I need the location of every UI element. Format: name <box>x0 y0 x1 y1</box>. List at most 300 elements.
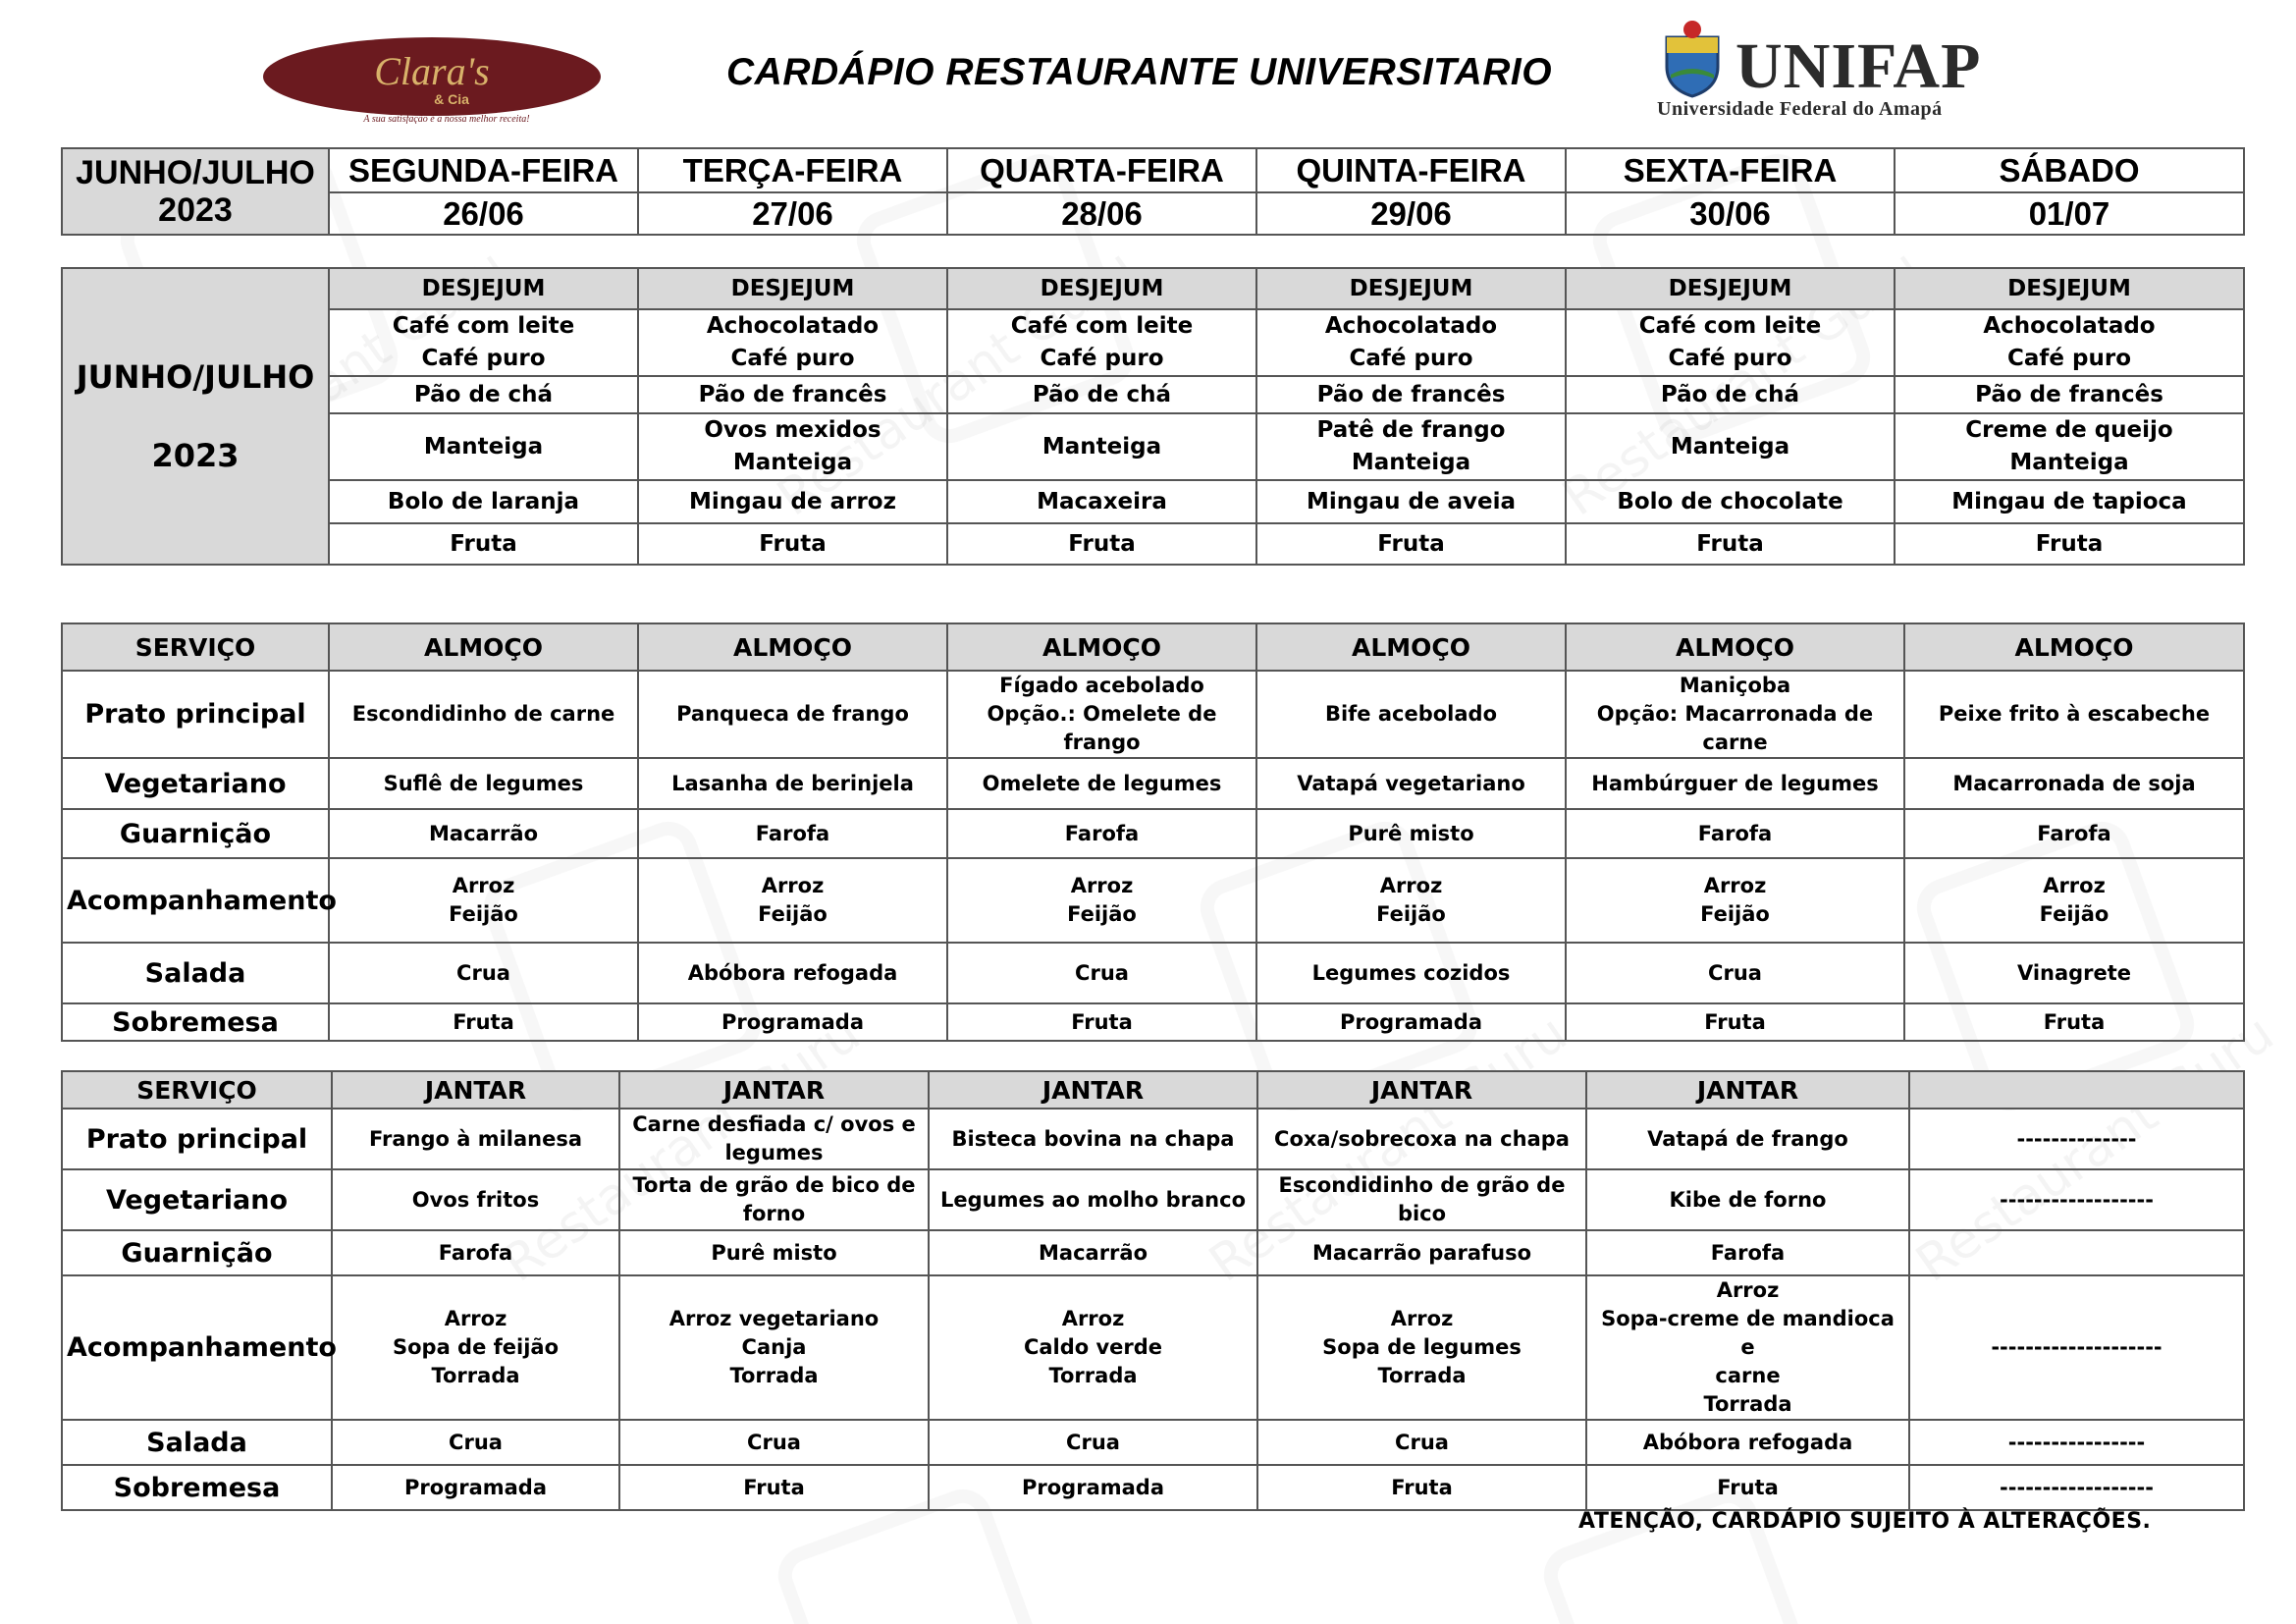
dinner-row-label: Guarnição <box>62 1230 332 1275</box>
breakfast-row <box>62 309 2244 376</box>
breakfast-item <box>638 523 947 565</box>
lunch-item-line: Macarrão <box>429 821 538 845</box>
dinner-item <box>1909 1230 2244 1275</box>
lunch-item-line: Arroz <box>1070 874 1134 897</box>
dinner-item-line: Kibe de forno <box>1669 1187 1827 1212</box>
dinner-item <box>1257 1109 1586 1169</box>
dinner-item-line: ---------------- <box>2007 1430 2146 1454</box>
breakfast-item-line: Creme de queijo <box>1965 417 2173 443</box>
lunch-item-line: Bife acebolado <box>1324 702 1498 726</box>
breakfast-item-line: Achocolatado <box>1324 313 1498 339</box>
day-date: 29/06 <box>1256 192 1566 235</box>
dinner-item <box>332 1230 619 1275</box>
dinner-item <box>332 1420 619 1465</box>
dinner-table <box>61 1070 2245 1511</box>
dinner-row-label: Acompanhamento <box>62 1275 332 1420</box>
breakfast-item-line: Patê de frango <box>1316 417 1506 443</box>
day-date: 27/06 <box>638 192 947 235</box>
lunch-item-line: Abóbora refogada <box>687 960 898 985</box>
lunch-item <box>1256 671 1566 758</box>
dinner-item-line: Torrada <box>1048 1364 1138 1387</box>
lunch-item-line: Farofa <box>1064 821 1140 845</box>
breakfast-item-line: Fruta <box>450 530 517 557</box>
breakfast-item-line: Café puro <box>1349 346 1473 371</box>
lunch-item-line: Fruta <box>453 1009 514 1034</box>
breakfast-row <box>62 523 2244 565</box>
breakfast-item <box>1256 376 1566 413</box>
lunch-item <box>947 858 1256 943</box>
breakfast-row <box>62 480 2244 523</box>
lunch-item <box>1566 858 1904 943</box>
dinner-row <box>62 1109 2244 1169</box>
dinner-item <box>929 1109 1257 1169</box>
lunch-item <box>638 809 947 858</box>
lunch-item-line: Feijão <box>1376 902 1446 926</box>
lunch-item <box>329 671 638 758</box>
dinner-item <box>619 1230 929 1275</box>
breakfast-item <box>947 480 1256 523</box>
dinner-item <box>332 1109 619 1169</box>
breakfast-item-line: Manteiga <box>732 450 853 475</box>
dinner-item-line: ------------------ <box>2000 1187 2154 1212</box>
breakfast-item-line: Café com leite <box>392 313 575 339</box>
dinner-item-line: Sopa de feijão <box>392 1335 560 1359</box>
dinner-item <box>619 1109 929 1169</box>
lunch-row-label: Vegetariano <box>62 758 329 809</box>
lunch-item <box>1566 809 1904 858</box>
breakfast-item-line: Café puro <box>730 346 855 371</box>
breakfast-item-line: Fruta <box>759 530 827 557</box>
breakfast-item <box>329 309 638 376</box>
dinner-item-line: Arroz <box>1716 1278 1780 1302</box>
dinner-item-line: -------------------- <box>1991 1335 2163 1359</box>
lunch-item <box>1256 809 1566 858</box>
dinner-item <box>929 1465 1257 1510</box>
dinner-row-label: Prato principal <box>62 1109 332 1169</box>
lunch-item <box>947 1003 1256 1041</box>
breakfast-header: DESJEJUM <box>947 268 1256 309</box>
spacer <box>67 398 324 435</box>
lunch-row-label: Prato principal <box>62 671 329 758</box>
lunch-item <box>638 671 947 758</box>
lunch-item <box>1256 1003 1566 1041</box>
period-year: 2023 <box>158 191 233 229</box>
lunch-item-line: Arroz <box>761 874 825 897</box>
dinner-item <box>619 1420 929 1465</box>
dinner-item-line: Arroz <box>1390 1307 1454 1330</box>
breakfast-header: DESJEJUM <box>329 268 638 309</box>
breakfast-item <box>1566 376 1895 413</box>
dinner-item <box>619 1169 929 1230</box>
lunch-item-line: Farofa <box>2037 821 2111 845</box>
dinner-item <box>1257 1465 1586 1510</box>
lunch-item-line: Maniçoba <box>1679 674 1791 697</box>
lunch-row <box>62 858 2244 943</box>
lunch-item-line: Suflê de legumes <box>383 771 584 795</box>
dinner-item-line: Legumes ao molho branco <box>939 1187 1247 1212</box>
dinner-row <box>62 1275 2244 1420</box>
lunch-row <box>62 809 2244 858</box>
lunch-item-line: Escondidinho de carne <box>351 702 615 726</box>
lunch-item <box>1566 671 1904 758</box>
day-name: QUARTA-FEIRA <box>947 148 1256 192</box>
lunch-item <box>1904 858 2244 943</box>
lunch-service-header: SERVIÇO <box>62 623 329 671</box>
dinner-item <box>1909 1275 2244 1420</box>
lunch-item <box>1256 758 1566 809</box>
dinner-header: JANTAR <box>929 1071 1257 1109</box>
lunch-item-line: Legumes cozidos <box>1311 960 1511 985</box>
dinner-item <box>929 1420 1257 1465</box>
breakfast-item-line: Pão de chá <box>413 381 554 407</box>
lunch-item-line: Lasanha de berinjela <box>671 771 914 795</box>
dinner-service-header: SERVIÇO <box>62 1071 332 1109</box>
dinner-item <box>1586 1275 1909 1420</box>
lunch-item <box>638 758 947 809</box>
breakfast-item <box>1256 309 1566 376</box>
lunch-row-label: Acompanhamento <box>62 858 329 943</box>
lunch-item-line: Panqueca de frango <box>676 702 909 726</box>
dinner-item-line: Arroz vegetariano <box>668 1307 880 1330</box>
lunch-item <box>329 758 638 809</box>
breakfast-item-line: Fruta <box>1696 530 1764 557</box>
dinner-item <box>929 1230 1257 1275</box>
breakfast-item <box>947 309 1256 376</box>
dinner-item <box>1586 1420 1909 1465</box>
breakfast-item <box>638 309 947 376</box>
breakfast-item-line: Manteiga <box>1041 433 1162 460</box>
dinner-item-line: Canja <box>741 1335 807 1359</box>
lunch-header: ALMOÇO <box>638 623 947 671</box>
dinner-item-line <box>1914 1239 2239 1268</box>
breakfast-table <box>61 267 2245 566</box>
day-date: 28/06 <box>947 192 1256 235</box>
period-month: JUNHO/JULHO <box>76 154 315 191</box>
lunch-item <box>638 858 947 943</box>
day-date: 01/07 <box>1895 192 2244 235</box>
breakfast-item <box>1566 480 1895 523</box>
claras-logo <box>260 35 604 124</box>
unifap-logo-subtitle: Universidade Federal do Amapá <box>1657 98 1943 120</box>
dinner-item-line: Frango à milanesa <box>368 1126 583 1151</box>
lunch-item-line: Crua <box>456 960 510 985</box>
day-date: 26/06 <box>329 192 638 235</box>
lunch-item <box>1904 758 2244 809</box>
day-name: TERÇA-FEIRA <box>638 148 947 192</box>
day-date: 30/06 <box>1566 192 1895 235</box>
breakfast-item-line: Ovos mexidos <box>704 417 881 443</box>
lunch-item-line: Purê misto <box>1348 821 1474 845</box>
dinner-item <box>1909 1169 2244 1230</box>
dinner-item <box>619 1275 929 1420</box>
dinner-item <box>1909 1420 2244 1465</box>
lunch-item <box>329 858 638 943</box>
lunch-item-line: Vatapá vegetariano <box>1297 771 1525 795</box>
dinner-item-line: Torta de grão de bico de <box>632 1173 916 1197</box>
lunch-item-line: Macarronada de soja <box>1952 771 2196 795</box>
breakfast-item-line: Café puro <box>1668 346 1792 371</box>
lunch-item-line: Programada <box>721 1009 864 1034</box>
breakfast-item <box>1895 523 2244 565</box>
dinner-item-line: Caldo verde <box>1023 1335 1163 1359</box>
breakfast-item <box>1895 413 2244 480</box>
breakfast-item <box>329 376 638 413</box>
breakfast-item <box>1256 413 1566 480</box>
lunch-item-line: Fruta <box>2043 1009 2106 1034</box>
breakfast-item-line: Pão de francês <box>698 381 887 407</box>
lunch-item <box>1566 1003 1904 1041</box>
lunch-item-line: Omelete de legumes <box>982 771 1222 795</box>
breakfast-item-line: Pão de francês <box>1316 381 1506 407</box>
dinner-item-line: ------------------ <box>2000 1475 2154 1499</box>
lunch-item-line: Opção: Macarronada de carne <box>1596 702 1874 754</box>
lunch-row <box>62 943 2244 1003</box>
lunch-item-line: Fruta <box>1071 1009 1133 1034</box>
lunch-row <box>62 671 2244 758</box>
dinner-item-line: Arroz <box>1061 1307 1125 1330</box>
dinner-item-line: Fruta <box>1391 1475 1453 1499</box>
lunch-item <box>329 943 638 1003</box>
dinner-item-line: Ovos fritos <box>411 1187 540 1212</box>
lunch-header: ALMOÇO <box>1904 623 2244 671</box>
dinner-header: JANTAR <box>619 1071 929 1109</box>
dinner-row-label: Vegetariano <box>62 1169 332 1230</box>
day-name: QUINTA-FEIRA <box>1256 148 1566 192</box>
breakfast-item-line: Mingau de aveia <box>1306 488 1517 514</box>
unifap-logo <box>1657 20 2030 128</box>
lunch-item <box>947 943 1256 1003</box>
breakfast-item <box>638 480 947 523</box>
day-name: SEXTA-FEIRA <box>1566 148 1895 192</box>
breakfast-item-line: Manteiga <box>1351 450 1471 475</box>
dinner-item-line: Purê misto <box>711 1240 837 1265</box>
lunch-row-label: Salada <box>62 943 329 1003</box>
dinner-row <box>62 1169 2244 1230</box>
dinner-item-line: Torrada <box>1377 1364 1467 1387</box>
dinner-item <box>1909 1465 2244 1510</box>
dinner-item <box>1257 1420 1586 1465</box>
dinner-item <box>1257 1275 1586 1420</box>
lunch-header: ALMOÇO <box>329 623 638 671</box>
dinner-item-line: Crua <box>449 1430 503 1454</box>
lunch-item <box>1566 758 1904 809</box>
lunch-item-line: Fígado acebolado <box>999 674 1204 697</box>
dinner-item <box>332 1169 619 1230</box>
breakfast-item <box>638 376 947 413</box>
dinner-item <box>1586 1230 1909 1275</box>
breakfast-row <box>62 413 2244 480</box>
unifap-crest-icon <box>1657 20 1728 98</box>
breakfast-item <box>329 480 638 523</box>
dinner-item-line: Torrada <box>729 1364 819 1387</box>
dinner-row <box>62 1230 2244 1275</box>
breakfast-item <box>329 523 638 565</box>
lunch-item <box>947 671 1256 758</box>
dinner-item-line: Coxa/sobrecoxa na chapa <box>1274 1126 1570 1151</box>
claras-logo-sub: & Cia <box>434 91 469 107</box>
breakfast-item-line: Café com leite <box>1010 313 1194 339</box>
lunch-row-label: Sobremesa <box>62 1003 329 1041</box>
breakfast-item-line: Bolo de laranja <box>387 488 580 514</box>
dinner-row <box>62 1420 2244 1465</box>
lunch-item <box>1256 943 1566 1003</box>
breakfast-item <box>1256 523 1566 565</box>
lunch-item-line: Arroz <box>1379 874 1443 897</box>
breakfast-item-line: Fruta <box>1068 530 1136 557</box>
lunch-item <box>638 943 947 1003</box>
lunch-row <box>62 758 2244 809</box>
breakfast-item <box>1566 523 1895 565</box>
dinner-item <box>1257 1169 1586 1230</box>
lunch-item-line: Feijão <box>449 902 518 926</box>
breakfast-item-line: Manteiga <box>423 433 544 460</box>
breakfast-item-line: Café puro <box>2007 346 2131 371</box>
dinner-item-line: Farofa <box>1710 1240 1786 1265</box>
dinner-item-line: Crua <box>1395 1430 1449 1454</box>
lunch-item-line: Feijão <box>2039 902 2109 926</box>
dinner-item-line: Escondidinho de grão de bico <box>1278 1173 1566 1225</box>
breakfast-item <box>1895 309 2244 376</box>
lunch-item <box>329 809 638 858</box>
dinner-item-line: Farofa <box>438 1240 513 1265</box>
day-name: SEGUNDA-FEIRA <box>329 148 638 192</box>
lunch-item-line: Arroz <box>452 874 515 897</box>
breakfast-row <box>62 376 2244 413</box>
breakfast-period-year: 2023 <box>151 437 240 474</box>
breakfast-item-line: Pão de chá <box>1032 381 1172 407</box>
dinner-item-line: -------------- <box>2016 1126 2137 1151</box>
breakfast-item <box>1566 309 1895 376</box>
lunch-item-line: Vinagrete <box>2016 960 2132 985</box>
dinner-item-line: Sopa-creme de mandioca e <box>1601 1307 1895 1359</box>
lunch-item-line: Fruta <box>1704 1009 1766 1034</box>
lunch-item-line: Feijão <box>758 902 828 926</box>
breakfast-item <box>638 413 947 480</box>
dinner-item-line: Torrada <box>431 1364 520 1387</box>
lunch-item <box>1256 858 1566 943</box>
lunch-header: ALMOÇO <box>1566 623 1904 671</box>
dinner-item <box>1257 1230 1586 1275</box>
breakfast-item-line: Achocolatado <box>706 313 880 339</box>
lunch-table <box>61 623 2245 1042</box>
breakfast-item-line: Macaxeira <box>1037 488 1167 514</box>
lunch-item-line: Peixe frito à escabeche <box>1938 702 2211 726</box>
dinner-item <box>929 1275 1257 1420</box>
lunch-row <box>62 1003 2244 1041</box>
breakfast-item-line: Pão de francês <box>1975 381 2163 407</box>
lunch-item-line: Feijão <box>1700 902 1770 926</box>
lunch-header: ALMOÇO <box>947 623 1256 671</box>
period-cell <box>62 148 329 235</box>
dinner-row <box>62 1465 2244 1510</box>
breakfast-item-line: Fruta <box>1377 530 1445 557</box>
breakfast-item-line: Bolo de chocolate <box>1617 488 1843 514</box>
lunch-item <box>1904 943 2244 1003</box>
dinner-item-line: Bisteca bovina na chapa <box>951 1126 1235 1151</box>
breakfast-item-line: Achocolatado <box>1983 313 2156 339</box>
lunch-item-line: Hambúrguer de legumes <box>1591 771 1879 795</box>
lunch-item-line: Farofa <box>755 821 830 845</box>
breakfast-item-line: Mingau de tapioca <box>1951 488 2187 514</box>
breakfast-period-month: JUNHO/JULHO <box>76 358 315 396</box>
dinner-header: JANTAR <box>332 1071 619 1109</box>
dinner-item-line: Arroz <box>444 1307 507 1330</box>
lunch-item-line: Programada <box>1340 1009 1482 1034</box>
lunch-item-line: Farofa <box>1697 821 1773 845</box>
dinner-item-line: Vatapá de frango <box>1647 1126 1848 1151</box>
dinner-item <box>332 1465 619 1510</box>
lunch-item-line: Crua <box>1075 960 1129 985</box>
dinner-item <box>332 1275 619 1420</box>
breakfast-header: DESJEJUM <box>1256 268 1566 309</box>
dinner-item-line: Programada <box>404 1475 547 1499</box>
claras-logo-tagline: A sua satisfação é a nossa melhor receita! <box>363 114 530 124</box>
breakfast-item-line: Fruta <box>2035 530 2104 557</box>
breakfast-item <box>947 523 1256 565</box>
menu-change-notice: ATENÇÃO, CARDÁPIO SUJEITO À ALTERAÇÕES. <box>1578 1509 2152 1534</box>
lunch-item <box>638 1003 947 1041</box>
claras-logo-name: Clara's <box>374 49 490 93</box>
dinner-item-line: Torrada <box>1703 1392 1792 1416</box>
breakfast-header: DESJEJUM <box>1895 268 2244 309</box>
lunch-item-line: Arroz <box>1703 874 1767 897</box>
dinner-item-line: Crua <box>747 1430 801 1454</box>
breakfast-period-cell <box>62 268 329 565</box>
dinner-item <box>1586 1169 1909 1230</box>
breakfast-item-line: Pão de chá <box>1660 381 1800 407</box>
lunch-row-label: Guarnição <box>62 809 329 858</box>
dinner-item-line: legumes <box>724 1141 824 1164</box>
breakfast-item <box>1256 480 1566 523</box>
breakfast-item <box>1895 376 2244 413</box>
dinner-item-line: forno <box>742 1202 806 1225</box>
breakfast-item <box>1895 480 2244 523</box>
lunch-item <box>1904 671 2244 758</box>
dinner-item-line: Crua <box>1066 1430 1120 1454</box>
breakfast-item-line: Café com leite <box>1638 313 1822 339</box>
breakfast-item-line: Manteiga <box>2009 450 2129 475</box>
lunch-header: ALMOÇO <box>1256 623 1566 671</box>
lunch-item-line: Arroz <box>2043 874 2106 897</box>
breakfast-item <box>329 413 638 480</box>
dinner-item-line: Fruta <box>1717 1475 1779 1499</box>
lunch-item <box>947 758 1256 809</box>
breakfast-item <box>947 413 1256 480</box>
breakfast-item-line: Manteiga <box>1670 433 1790 460</box>
dinner-item <box>1586 1465 1909 1510</box>
lunch-item-line: Feijão <box>1067 902 1137 926</box>
lunch-item-line: Crua <box>1708 960 1762 985</box>
days-table <box>61 147 2245 236</box>
dinner-item <box>1909 1109 2244 1169</box>
dinner-row-label: Salada <box>62 1420 332 1465</box>
dinner-item-line: Macarrão parafuso <box>1311 1240 1532 1265</box>
dinner-header: JANTAR <box>1586 1071 1909 1109</box>
dinner-item-line: Abóbora refogada <box>1642 1430 1853 1454</box>
dinner-item-line: Fruta <box>743 1475 805 1499</box>
dinner-item <box>1586 1109 1909 1169</box>
dinner-item-line: Sopa de legumes <box>1322 1335 1522 1359</box>
dinner-item-line: Carne desfiada c/ ovos e <box>632 1112 916 1136</box>
page-title: CARDÁPIO RESTAURANTE UNIVERSITARIO <box>726 51 1553 93</box>
lunch-item-line: Opção.: Omelete de frango <box>987 702 1217 754</box>
breakfast-header: DESJEJUM <box>638 268 947 309</box>
dinner-item <box>929 1169 1257 1230</box>
dinner-item-line: Macarrão <box>1039 1240 1148 1265</box>
dinner-item-line: carne <box>1715 1364 1781 1387</box>
lunch-item <box>1904 809 2244 858</box>
unifap-logo-text: UNIFAP <box>1735 30 1982 102</box>
